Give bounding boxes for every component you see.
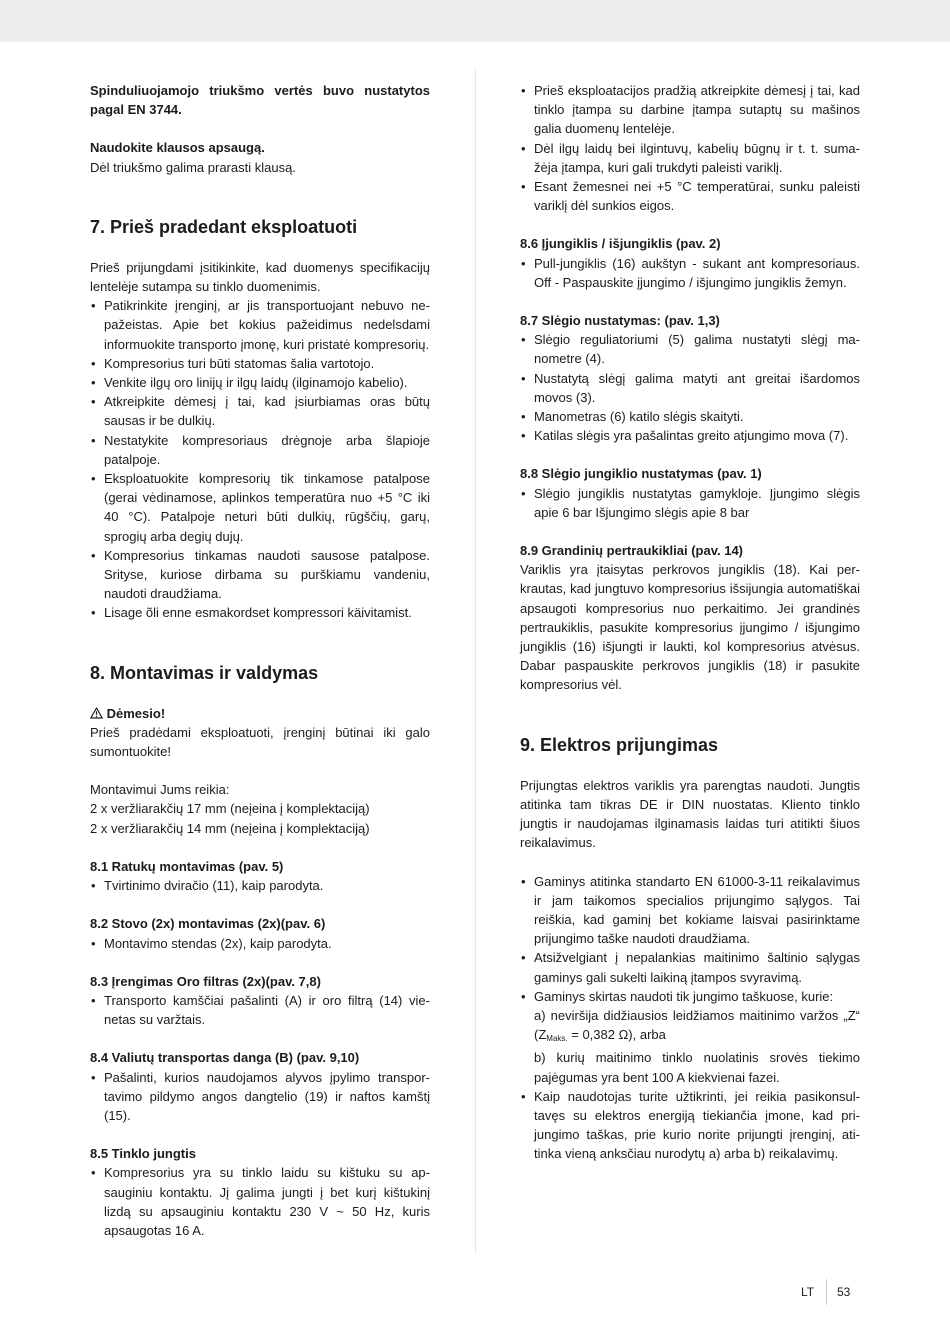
list-item: • Manometras (6) katilo slėgis skaityti. xyxy=(520,407,860,426)
section-9-list xyxy=(520,872,860,1164)
tools-line: 2 x veržliarakčių 17 mm (neįeina į komplektaciją) xyxy=(90,801,370,817)
list-item: • Kompresorius turi būti statomas šalia vartotojo. xyxy=(90,354,430,373)
section-8-5-title: 8.5 Tinklo jungtis xyxy=(90,1146,196,1162)
footer-divider xyxy=(826,1279,827,1305)
attention-heading xyxy=(90,704,430,723)
section-8-title: 8. Montavimas ir valdymas xyxy=(90,662,319,683)
list-item: • Dėl ilgų laidų bei ilgintuvų, kabelių būgnų ir t. t. sumažėja įtampa, kuri gali trukdyti paleisti variklį. xyxy=(520,139,860,177)
section-8-9-text: Variklis yra įtaisytas perkrovos jungiklis (18). Kai perkrautas, kad jungtuvo kompresorius išsijungia automatiškai apsaugoti kompresorius nuo perkaitimo. Jei grandinės pertraukiklis, pasukite kompresorius įjungimo / išjungimo jungiklis (16) išjungti ir laukti, kol kompresorius atvėsus. Dabar paspauskite perkrovos jungiklis (18) ir pasukite kompresorius vėl. xyxy=(520,562,860,693)
right-column xyxy=(520,81,860,1164)
list-item: • Slėgio reguliatoriumi (5) galima nustatyti slėgį manometre (4). xyxy=(520,330,860,368)
section-8-9-title: 8.9 Grandinių pertraukikliai (pav. 14) xyxy=(520,543,743,559)
attention-text: Prieš pradėdami eksploatuoti, įrenginį būtinai iki galo sumontuokite! xyxy=(90,724,430,760)
list-item: • Eksploatuokite kompresorių tik tinkamose patalpose (gerai vėdinamose, aplinkos temperatūra nuo +5 °C iki 40 °C). Patalpoje neturi būti dulkių, rūgščių, garų, sprogių arba degių dujų. xyxy=(90,469,430,546)
top-list xyxy=(520,81,860,215)
section-8-7-list xyxy=(520,330,860,445)
list-item: • Atsižvelgiant į nepalankias maitinimo šaltinio sąlygas gaminys gali sukelti laikiną įtampos svyravimą. xyxy=(520,948,860,986)
language-code: LT xyxy=(801,1285,815,1299)
list-item: • Montavimo stendas (2x), kaip parodyta. xyxy=(90,934,430,953)
list-item: • Pašalinti, kurios naudojamos alyvos įpylimo transportavimo pildymo angos dangtelio (19) ir naftos kamštį (15). xyxy=(90,1068,430,1126)
section-8-8-title: 8.8 Slėgio jungiklio nustatymas (pav. 1) xyxy=(520,466,762,482)
list-item: • Gaminys atitinka standarto EN 61000-3-11 reikalavimus ir jam taikomos specialios prijungimo sąlygos. Tai reiškia, kad gaminį bet kokiame laisvai pasirinktame prijungimo taške naudoti draudžiama. xyxy=(520,872,860,949)
list-item: • Transporto kamščiai pašalinti (A) ir oro filtrą (14) vienetas su varžtais. xyxy=(90,991,430,1029)
section-8-1-title: 8.1 Ratukų montavimas (pav. 5) xyxy=(90,858,284,874)
tools-line: 2 x veržliarakčių 14 mm (neįeina į komplektaciją) xyxy=(90,820,370,836)
list-item: • Kompresorius tinkamas naudoti sausose patalpose. Srityse, kuriose dirbama su purškiamu vandeniu, naudoti draudžiama. xyxy=(90,546,430,604)
section-7-title: 7. Prieš pradedant eksploatuoti xyxy=(90,216,358,237)
list-item: • Nestatykite kompresoriaus drėgnoje arba šlapioje patalpoje. xyxy=(90,431,430,469)
warning-triangle-icon xyxy=(90,707,103,719)
page-number: 53 xyxy=(837,1285,851,1299)
column-divider xyxy=(475,68,476,1253)
section-7-list xyxy=(90,296,430,622)
subscript-maks: Maks. xyxy=(546,1034,568,1044)
list-item: • Patikrinkite įrenginį, ar jis transportuojant nebuvo nepažeistas. Apie bet kokius pažeidimus nedelsdami informuokite transporto įmonę, kuri pristatė kompresorių. xyxy=(90,296,430,354)
list-item: • Slėgio jungiklis nustatytas gamykloje. Įjungimo slėgis apie 6 bar Išjungimo slėgis apie 8 bar xyxy=(520,484,860,522)
section-8-4-title: 8.4 Valiutų transportas danga (B) (pav. 9,10) xyxy=(90,1050,360,1066)
list-item: • Lisage õli enne esmakordset kompressori käivitamist. xyxy=(90,603,430,622)
list-item: • Pull-jungiklis (16) aukštyn - sukant ant kompresoriaus. Off - Paspauskite įjungimo / išjungimo jungiklis žemyn. xyxy=(520,254,860,292)
tools-intro: Montavimui Jums reikia: xyxy=(90,782,230,798)
section-9-title: 9. Elektros prijungimas xyxy=(520,734,719,755)
list-item: • Atkreipkite dėmesį į tai, kad įsiurbiamas oras būtų sausas ir be dulkių. xyxy=(90,392,430,430)
hearing-protection-heading: Naudokite klausos apsaugą. xyxy=(90,140,265,156)
list-item: • Kompresorius yra su tinklo laidu su kištuku su apsauginiu kontaktu. Jį galima jungti į bet kurį kištukinį lizdą su apsauginiu kontaktu 230 V ~ 50 Hz, kuris apsaugotas 16 A. xyxy=(90,1163,430,1240)
section-7-intro: Prieš prijungdami įsitikinkite, kad duomenys specifikacijų lentelėje sutampa su tinklo duomenimis. xyxy=(90,259,430,295)
section-8-3-title: 8.3 Įrengimas Oro filtras (2x)(pav. 7,8) xyxy=(90,973,321,989)
list-item-option-a: a) neviršija didžiausios leidžiamos maitinimo varžos „Z“ ($Z_{Maks.} = 0,382$ Ω), arba xyxy=(534,1007,860,1044)
noise-statement: Spinduliuojamojo triukšmo vertės buvo nustatytos pagal EN 3744. xyxy=(90,83,430,118)
section-9-intro: Prijungtas elektros variklis yra parengtas naudoti. Jungtis atitinka tam tikras DE ir DIN nuostatas. Kliento tinklo jungtis ir naudojamas ilginamasis laidas turi atitikti šiuos reikalavimus. xyxy=(520,777,860,851)
hearing-protection-text: Dėl triukšmo galima prarasti klausą. xyxy=(90,159,296,175)
section-8-7-title: 8.7 Slėgio nustatymas: (pav. 1,3) xyxy=(520,313,720,329)
section-8-6-title: 8.6 Įjungiklis / išjungiklis (pav. 2) xyxy=(520,236,721,252)
list-item: • Esant žemesnei nei +5 °C temperatūrai, sunku paleisti variklį dėl sunkios eigos. xyxy=(520,177,860,215)
list-item: • Katilas slėgis yra pašalintas greito atjungimo mova (7). xyxy=(520,426,860,445)
list-item-option-b: b) kurių maitinimo tinklo nuolatinis srovės tiekimo pajėgumas yra bent 100 A kiekvienai fazei. xyxy=(534,1050,860,1085)
list-item: • Prieš eksploatacijos pradžią atkreipkite dėmesį į tai, kad tinklo įtampa su darbine įtampa sutaptų su mašinos galia duomenų lentelėje. xyxy=(520,81,860,139)
list-item-line: • Gaminys skirtas naudoti tik jungimo taškuose, kurie: xyxy=(534,988,834,1004)
list-item xyxy=(520,987,860,1087)
attention-label: Dėmesio! xyxy=(106,705,166,721)
section-8-2-title: 8.2 Stovo (2x) montavimas (2x)(pav. 6) xyxy=(90,916,326,932)
list-item: • Nustatytą slėgį galima matyti ant greitai išardomos movos (3). xyxy=(520,369,860,407)
list-item: • Venkite ilgų oro linijų ir ilgų laidų (ilginamojo kabelio). xyxy=(90,373,430,392)
left-column xyxy=(90,81,430,1240)
list-item: • Tvirtinimo dviračio (11), kaip parodyta. xyxy=(90,876,430,895)
list-item: • Kaip naudotojas turite užtikrinti, jei reikia pasikonsultavęs su elektros energiją tiekiančia įmone, kad prijungimo taškas, prie kurio norite prijungti įrenginį, atitinka vieną anksčiau nurodytų a) arba b) reikalavimų. xyxy=(520,1087,860,1164)
top-band xyxy=(0,0,950,42)
